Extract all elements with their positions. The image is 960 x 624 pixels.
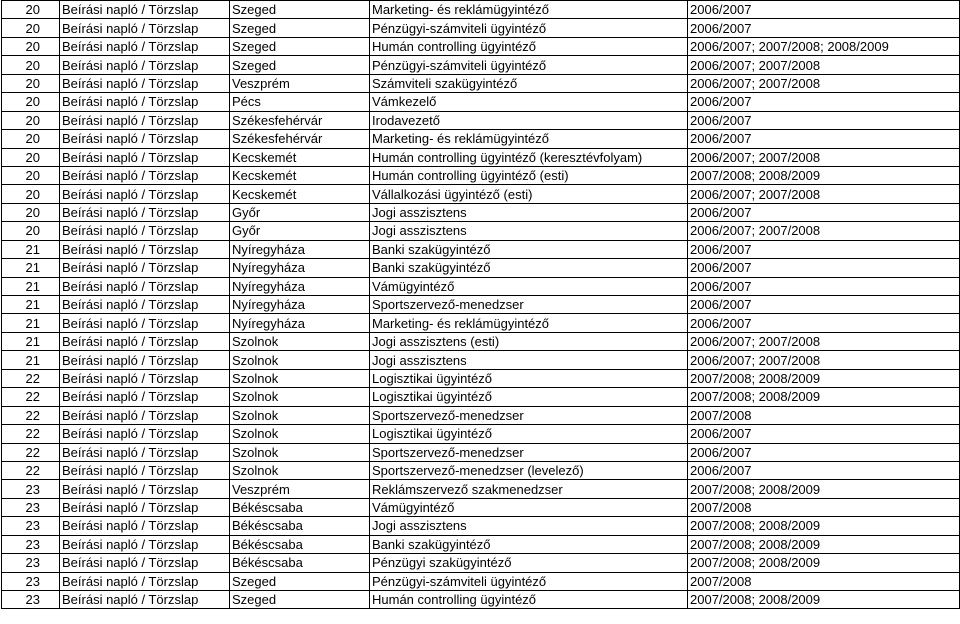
cell-city: Szolnok: [230, 369, 370, 387]
cell-number: 23: [2, 480, 60, 498]
cell-position: Sportszervező-menedzser: [370, 406, 688, 424]
cell-number: 20: [2, 1, 60, 19]
cell-position: Vámügyintéző: [370, 277, 688, 295]
cell-position: Vámkezelő: [370, 93, 688, 111]
table-row: [2, 425, 960, 443]
cell-years: 2007/2008: [688, 498, 960, 516]
table-row: [2, 111, 960, 129]
cell-number: 20: [2, 185, 60, 203]
table-row: [2, 148, 960, 166]
cell-document: Beírási napló / Törzslap: [60, 1, 230, 19]
cell-number: 23: [2, 517, 60, 535]
cell-years: 2006/2007: [688, 277, 960, 295]
table-row: [2, 388, 960, 406]
cell-document: Beírási napló / Törzslap: [60, 148, 230, 166]
cell-city: Győr: [230, 222, 370, 240]
cell-position: Banki szakügyintéző: [370, 240, 688, 258]
table-row: [2, 535, 960, 553]
table-row: [2, 240, 960, 258]
cell-years: 2007/2008; 2008/2009: [688, 480, 960, 498]
cell-number: 20: [2, 166, 60, 184]
cell-years: 2006/2007; 2007/2008: [688, 56, 960, 74]
table-row: [2, 74, 960, 92]
cell-city: Veszprém: [230, 74, 370, 92]
cell-position: Humán controlling ügyintéző (esti): [370, 166, 688, 184]
cell-city: Szeged: [230, 572, 370, 590]
cell-number: 21: [2, 259, 60, 277]
table-row: [2, 332, 960, 350]
cell-years: 2006/2007; 2007/2008; 2008/2009: [688, 37, 960, 55]
cell-years: 2007/2008; 2008/2009: [688, 554, 960, 572]
cell-number: 21: [2, 314, 60, 332]
cell-number: 23: [2, 554, 60, 572]
cell-city: Székesfehérvár: [230, 130, 370, 148]
cell-position: Pénzügyi szakügyintéző: [370, 554, 688, 572]
cell-document: Beírási napló / Törzslap: [60, 166, 230, 184]
cell-number: 21: [2, 332, 60, 350]
cell-city: Szeged: [230, 1, 370, 19]
cell-city: Szeged: [230, 19, 370, 37]
cell-number: 20: [2, 74, 60, 92]
table-row: [2, 314, 960, 332]
cell-number: 21: [2, 277, 60, 295]
cell-city: Veszprém: [230, 480, 370, 498]
cell-document: Beírási napló / Törzslap: [60, 351, 230, 369]
cell-document: Beírási napló / Törzslap: [60, 369, 230, 387]
cell-years: 2006/2007: [688, 111, 960, 129]
table-row: [2, 369, 960, 387]
cell-city: Pécs: [230, 93, 370, 111]
cell-position: Pénzügyi-számviteli ügyintéző: [370, 56, 688, 74]
cell-city: Székesfehérvár: [230, 111, 370, 129]
table-row: [2, 480, 960, 498]
cell-document: Beírási napló / Törzslap: [60, 591, 230, 609]
cell-document: Beírási napló / Törzslap: [60, 535, 230, 553]
table-row: [2, 93, 960, 111]
cell-number: 21: [2, 351, 60, 369]
cell-number: 20: [2, 111, 60, 129]
cell-city: Kecskemét: [230, 185, 370, 203]
table-row: [2, 37, 960, 55]
cell-years: 2007/2008: [688, 572, 960, 590]
cell-document: Beírási napló / Törzslap: [60, 277, 230, 295]
cell-years: 2006/2007; 2007/2008: [688, 351, 960, 369]
table-row: [2, 591, 960, 609]
cell-city: Szolnok: [230, 332, 370, 350]
cell-position: Logisztikai ügyintéző: [370, 425, 688, 443]
cell-years: 2006/2007: [688, 314, 960, 332]
cell-position: Jogi asszisztens (esti): [370, 332, 688, 350]
cell-position: Vállalkozási ügyintéző (esti): [370, 185, 688, 203]
cell-years: 2006/2007: [688, 461, 960, 479]
table-row: [2, 1, 960, 19]
table-row: [2, 296, 960, 314]
cell-document: Beírási napló / Törzslap: [60, 259, 230, 277]
cell-number: 20: [2, 222, 60, 240]
cell-document: Beírási napló / Törzslap: [60, 74, 230, 92]
cell-position: Jogi asszisztens: [370, 517, 688, 535]
table-row: [2, 572, 960, 590]
cell-number: 21: [2, 240, 60, 258]
cell-document: Beírási napló / Törzslap: [60, 554, 230, 572]
cell-number: 22: [2, 461, 60, 479]
cell-document: Beírási napló / Törzslap: [60, 517, 230, 535]
cell-position: Sportszervező-menedzser: [370, 296, 688, 314]
table-row: [2, 443, 960, 461]
cell-city: Nyíregyháza: [230, 240, 370, 258]
cell-years: 2006/2007: [688, 443, 960, 461]
table-row: [2, 19, 960, 37]
table-row: [2, 222, 960, 240]
cell-years: 2006/2007: [688, 19, 960, 37]
cell-position: Humán controlling ügyintéző (keresztévfolyam): [370, 148, 688, 166]
records-table: [1, 0, 960, 609]
cell-document: Beírási napló / Törzslap: [60, 443, 230, 461]
cell-position: Vámügyintéző: [370, 498, 688, 516]
cell-document: Beírási napló / Törzslap: [60, 185, 230, 203]
cell-number: 23: [2, 591, 60, 609]
cell-position: Humán controlling ügyintéző: [370, 591, 688, 609]
cell-document: Beírási napló / Törzslap: [60, 19, 230, 37]
cell-city: Békéscsaba: [230, 554, 370, 572]
cell-years: 2007/2008; 2008/2009: [688, 388, 960, 406]
cell-document: Beírási napló / Törzslap: [60, 461, 230, 479]
cell-years: 2007/2008; 2008/2009: [688, 591, 960, 609]
cell-position: Jogi asszisztens: [370, 351, 688, 369]
cell-position: Logisztikai ügyintéző: [370, 388, 688, 406]
cell-years: 2006/2007: [688, 425, 960, 443]
cell-document: Beírási napló / Törzslap: [60, 425, 230, 443]
cell-city: Nyíregyháza: [230, 259, 370, 277]
cell-city: Győr: [230, 203, 370, 221]
cell-number: 20: [2, 130, 60, 148]
cell-years: 2006/2007: [688, 240, 960, 258]
cell-document: Beírási napló / Törzslap: [60, 572, 230, 590]
cell-document: Beírási napló / Törzslap: [60, 498, 230, 516]
cell-number: 23: [2, 498, 60, 516]
cell-years: 2007/2008; 2008/2009: [688, 369, 960, 387]
cell-years: 2006/2007; 2007/2008: [688, 222, 960, 240]
cell-document: Beírási napló / Törzslap: [60, 314, 230, 332]
cell-number: 20: [2, 203, 60, 221]
cell-city: Szeged: [230, 591, 370, 609]
cell-years: 2007/2008; 2008/2009: [688, 166, 960, 184]
table-row: [2, 203, 960, 221]
cell-city: Szeged: [230, 37, 370, 55]
cell-years: 2007/2008; 2008/2009: [688, 535, 960, 553]
cell-position: Sportszervező-menedzser: [370, 443, 688, 461]
cell-position: Marketing- és reklámügyintéző: [370, 1, 688, 19]
table-row: [2, 166, 960, 184]
table-row: [2, 130, 960, 148]
cell-number: 22: [2, 406, 60, 424]
cell-city: Szolnok: [230, 443, 370, 461]
table-row: [2, 259, 960, 277]
cell-city: Kecskemét: [230, 166, 370, 184]
cell-document: Beírási napló / Törzslap: [60, 203, 230, 221]
cell-position: Reklámszervező szakmenedzser: [370, 480, 688, 498]
table-row: [2, 517, 960, 535]
cell-number: 20: [2, 148, 60, 166]
cell-years: 2006/2007: [688, 93, 960, 111]
cell-years: 2006/2007: [688, 203, 960, 221]
cell-document: Beírási napló / Törzslap: [60, 332, 230, 350]
table-row: [2, 56, 960, 74]
cell-position: Banki szakügyintéző: [370, 259, 688, 277]
cell-document: Beírási napló / Törzslap: [60, 222, 230, 240]
cell-number: 22: [2, 369, 60, 387]
cell-years: 2006/2007; 2007/2008: [688, 74, 960, 92]
table-row: [2, 277, 960, 295]
cell-position: Logisztikai ügyintéző: [370, 369, 688, 387]
cell-position: Humán controlling ügyintéző: [370, 37, 688, 55]
table-row: [2, 554, 960, 572]
cell-years: 2006/2007: [688, 259, 960, 277]
cell-number: 20: [2, 19, 60, 37]
cell-position: Pénzügyi-számviteli ügyintéző: [370, 19, 688, 37]
cell-position: Jogi asszisztens: [370, 203, 688, 221]
cell-document: Beírási napló / Törzslap: [60, 130, 230, 148]
cell-position: Banki szakügyintéző: [370, 535, 688, 553]
cell-city: Nyíregyháza: [230, 277, 370, 295]
cell-city: Békéscsaba: [230, 517, 370, 535]
cell-document: Beírási napló / Törzslap: [60, 93, 230, 111]
cell-years: 2006/2007: [688, 296, 960, 314]
cell-city: Békéscsaba: [230, 498, 370, 516]
cell-city: Szolnok: [230, 461, 370, 479]
cell-city: Szolnok: [230, 388, 370, 406]
cell-city: Szeged: [230, 56, 370, 74]
cell-position: Pénzügyi-számviteli ügyintéző: [370, 572, 688, 590]
cell-city: Szolnok: [230, 351, 370, 369]
cell-document: Beírási napló / Törzslap: [60, 296, 230, 314]
cell-document: Beírási napló / Törzslap: [60, 480, 230, 498]
cell-number: 21: [2, 296, 60, 314]
cell-years: 2006/2007: [688, 1, 960, 19]
table-row: [2, 406, 960, 424]
table-row: [2, 185, 960, 203]
cell-document: Beírási napló / Törzslap: [60, 111, 230, 129]
records-table-body: [2, 1, 960, 609]
cell-number: 20: [2, 37, 60, 55]
table-row: [2, 461, 960, 479]
cell-document: Beírási napló / Törzslap: [60, 56, 230, 74]
cell-city: Békéscsaba: [230, 535, 370, 553]
cell-city: Szolnok: [230, 406, 370, 424]
cell-city: Kecskemét: [230, 148, 370, 166]
cell-number: 22: [2, 425, 60, 443]
cell-number: 23: [2, 535, 60, 553]
cell-years: 2006/2007; 2007/2008: [688, 185, 960, 203]
cell-years: 2007/2008; 2008/2009: [688, 517, 960, 535]
cell-city: Szolnok: [230, 425, 370, 443]
cell-number: 22: [2, 388, 60, 406]
table-row: [2, 498, 960, 516]
cell-number: 23: [2, 572, 60, 590]
cell-years: 2006/2007; 2007/2008: [688, 332, 960, 350]
cell-city: Nyíregyháza: [230, 296, 370, 314]
cell-position: Sportszervező-menedzser (levelező): [370, 461, 688, 479]
cell-number: 22: [2, 443, 60, 461]
cell-position: Jogi asszisztens: [370, 222, 688, 240]
cell-document: Beírási napló / Törzslap: [60, 37, 230, 55]
cell-years: 2007/2008: [688, 406, 960, 424]
cell-number: 20: [2, 93, 60, 111]
cell-document: Beírási napló / Törzslap: [60, 388, 230, 406]
cell-position: Marketing- és reklámügyintéző: [370, 130, 688, 148]
cell-position: Marketing- és reklámügyintéző: [370, 314, 688, 332]
cell-years: 2006/2007; 2007/2008: [688, 148, 960, 166]
cell-position: Számviteli szakügyintéző: [370, 74, 688, 92]
table-row: [2, 351, 960, 369]
cell-position: Irodavezető: [370, 111, 688, 129]
cell-number: 20: [2, 56, 60, 74]
cell-document: Beírási napló / Törzslap: [60, 406, 230, 424]
cell-years: 2006/2007: [688, 130, 960, 148]
cell-document: Beírási napló / Törzslap: [60, 240, 230, 258]
cell-city: Nyíregyháza: [230, 314, 370, 332]
